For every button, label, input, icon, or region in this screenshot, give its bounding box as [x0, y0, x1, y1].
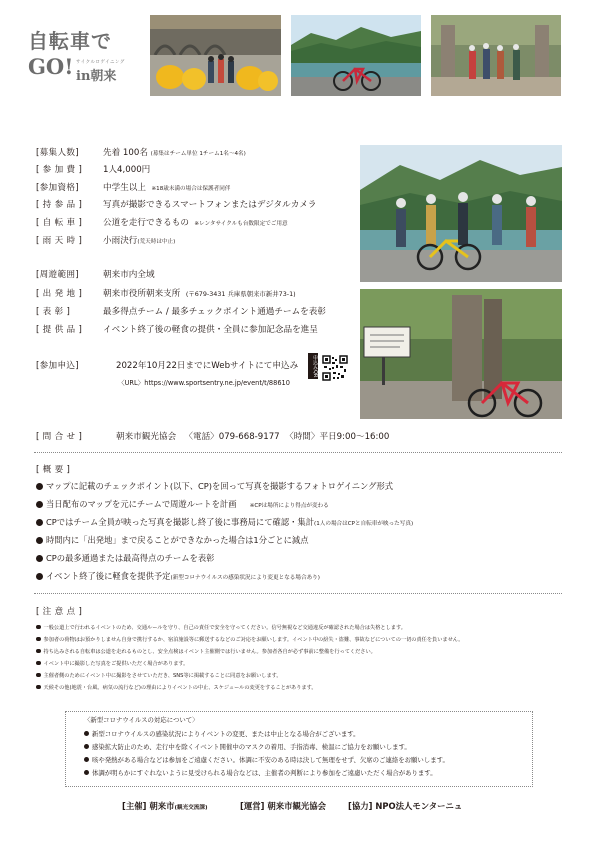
label-start: [ 出 発 地 ] — [36, 289, 83, 299]
footer-operator: [運営] 朝来市観光協会 — [240, 801, 326, 811]
cautions-heading: [ 注 意 点 ] — [36, 607, 83, 617]
value-capacity: 先着 100名 (募集はチーム単位 1チーム1名〜4名) — [103, 148, 246, 158]
qr-code[interactable] — [322, 355, 348, 381]
covid-item: 新型コロナウイルスの感染状況によりイベントの変更、または中止となる場合がございます。 — [84, 729, 360, 738]
value-fee: 1人4,000円 — [103, 165, 151, 175]
bullet-icon — [36, 501, 43, 508]
bullet-icon — [84, 757, 89, 762]
label-provided: [ 提 供 品 ] — [36, 325, 83, 335]
overview-item: 時間内に「出発地」まで戻ることができなかった場合は1分ごとに減点 — [36, 534, 309, 546]
value-bicycle: 公道を走行できるもの ※レンタサイクルも台数限定でご用意 — [103, 218, 288, 228]
divider — [34, 593, 562, 594]
bullet-icon — [36, 573, 43, 580]
footer-host: [主催] 朝来市(観光交流課) — [122, 801, 208, 811]
value-apply: 2022年10月22日までにWebサイトにて申込み — [116, 361, 299, 371]
overview-item: CPの最多通過または最高得点のチームを表彰 — [36, 552, 214, 564]
bullet-icon — [84, 744, 89, 749]
bullet-icon — [36, 649, 41, 654]
bullet-icon — [36, 483, 43, 490]
bullet-icon — [36, 661, 41, 666]
value-rain: 小雨決行(荒天時は中止) — [103, 236, 176, 246]
label-contact: [ 問 合 せ ] — [36, 432, 83, 442]
value-start: 朝来市役所朝来支所 (〒679-3431 兵庫県朝来市新井73-1) — [103, 289, 296, 299]
photo-riders-gate — [431, 15, 561, 96]
overview-heading: [ 概 要 ] — [36, 465, 71, 475]
overview-item: マップに記載のチェックポイント(以下、CP)を回って写真を撮影するフォトロゲイニング形式 — [36, 480, 393, 492]
logo-go: GO! — [28, 54, 74, 79]
label-rain: [ 雨 天 時 ] — [36, 236, 83, 246]
logo-ruby: サイクルロゲイニング — [76, 60, 125, 65]
label-items: [ 持 参 品 ] — [36, 200, 83, 210]
caution-item: 主催者側のためにイベント中に撮影をさせていただき、SNS等に掲載することに同意をお願いします。 — [36, 672, 282, 679]
caution-item: 参加者の荷物はお預かりしません自身で携行するか、宿泊施設等に郵送するなどのご対応をお願いします。イベント中の紛失・盗難、事故などについての一切の責任を負いません。 — [36, 636, 463, 643]
divider — [34, 452, 562, 453]
caution-item: 天候その他(地震・台風、病気の流行など)の理由によりイベントの中止、スケジュールの変更をすることがあります。 — [36, 684, 317, 691]
bullet-icon — [84, 731, 89, 736]
logo-suffix: in朝来 — [76, 69, 117, 84]
bullet-icon — [36, 637, 41, 642]
label-capacity: [募集人数] — [36, 148, 79, 158]
photo-dam-with-ducks — [150, 15, 281, 96]
caution-item: イベント中に撮影した写真をご提供いただく場合があります。 — [36, 660, 188, 667]
photo-group-lake — [360, 145, 562, 282]
value-items: 写真が撮影できるスマートフォンまたはデジタルカメラ — [103, 200, 317, 210]
covid-item: 体調が明らかにすぐれないように見受けられる場合などは、主催者の判断により参加をご遠慮いただく場合があります。 — [84, 768, 437, 777]
label-eligibility: [参加資格] — [36, 183, 79, 193]
bullet-icon — [36, 519, 43, 526]
footer-cooperation: [協力] NPO法人モンターニュ — [348, 801, 463, 811]
bullet-icon — [36, 555, 43, 562]
bullet-icon — [36, 673, 41, 678]
value-area: 朝来市内全域 — [103, 270, 155, 280]
value-contact: 朝来市観光協会 〈電話〉079-668-9177 〈時間〉平日9:00〜16:00 — [116, 432, 390, 442]
overview-item: イベント終了後に軽食を提供予定(新型コロナウイルスの感染状況により変更となる場合あり) — [36, 570, 320, 582]
bullet-icon — [36, 625, 41, 630]
photo-gate-bicycle — [360, 289, 562, 419]
bullet-icon — [36, 537, 43, 544]
caution-item: 一般公道上で行われるイベントのため、交通ルールを守り、自己の責任で安全を守ってください。信号無視など交通違反が確認された場合は失格とします。 — [36, 624, 406, 631]
label-fee: [ 参 加 費 ] — [36, 165, 83, 175]
covid-item: 咳や発熱がある場合などは参加をご遠慮ください。体調に不安のある時は決して無理をせず、欠席のご連絡をお願いします。 — [84, 755, 449, 764]
label-apply: [参加申込] — [36, 361, 79, 371]
covid-heading: 〈新型コロナウイルスの対応について〉 — [84, 716, 199, 724]
value-award: 最多得点チーム / 最多チェックポイント通過チームを表彰 — [103, 307, 326, 317]
overview-item: CPではチーム全員が映った写真を撮影し終了後に事務局にて確認・集計(1人の場合はCPと自転車が映った写真) — [36, 516, 413, 528]
photo-lake-bicycle — [291, 15, 421, 96]
label-bicycle: [ 自 転 車 ] — [36, 218, 83, 228]
bullet-icon — [36, 685, 41, 690]
apply-url[interactable]: 〈URL〉https://www.sportsentry.ne.jp/event/t/88610 — [118, 379, 290, 387]
label-award: [ 表 彰 ] — [36, 307, 71, 317]
qr-label: 申込みQR — [308, 353, 318, 379]
bullet-icon — [84, 770, 89, 775]
caution-item: 持ち込みされる自転車は公道を走れるものとし、安全点検はイベント主催側では行いません。参加者各自が必ず事前に整備を行ってください。 — [36, 648, 376, 655]
value-eligibility: 中学生以上 ※18歳未満の場合は保護者同伴 — [103, 183, 231, 193]
label-area: [周遊範囲] — [36, 270, 79, 280]
covid-item: 感染拡大防止のため、走行中を除くイベント開催中のマスクの着用、手指消毒、検温にご協力をお願いします。 — [84, 742, 411, 751]
logo-title: 自転車で — [28, 29, 112, 53]
value-provided: イベント終了後の軽食の提供・全員に参加記念品を進呈 — [103, 325, 318, 335]
overview-item: 当日配布のマップを元にチームで周遊ルートを計画 ※CPは場所により得点が変わる — [36, 498, 329, 510]
